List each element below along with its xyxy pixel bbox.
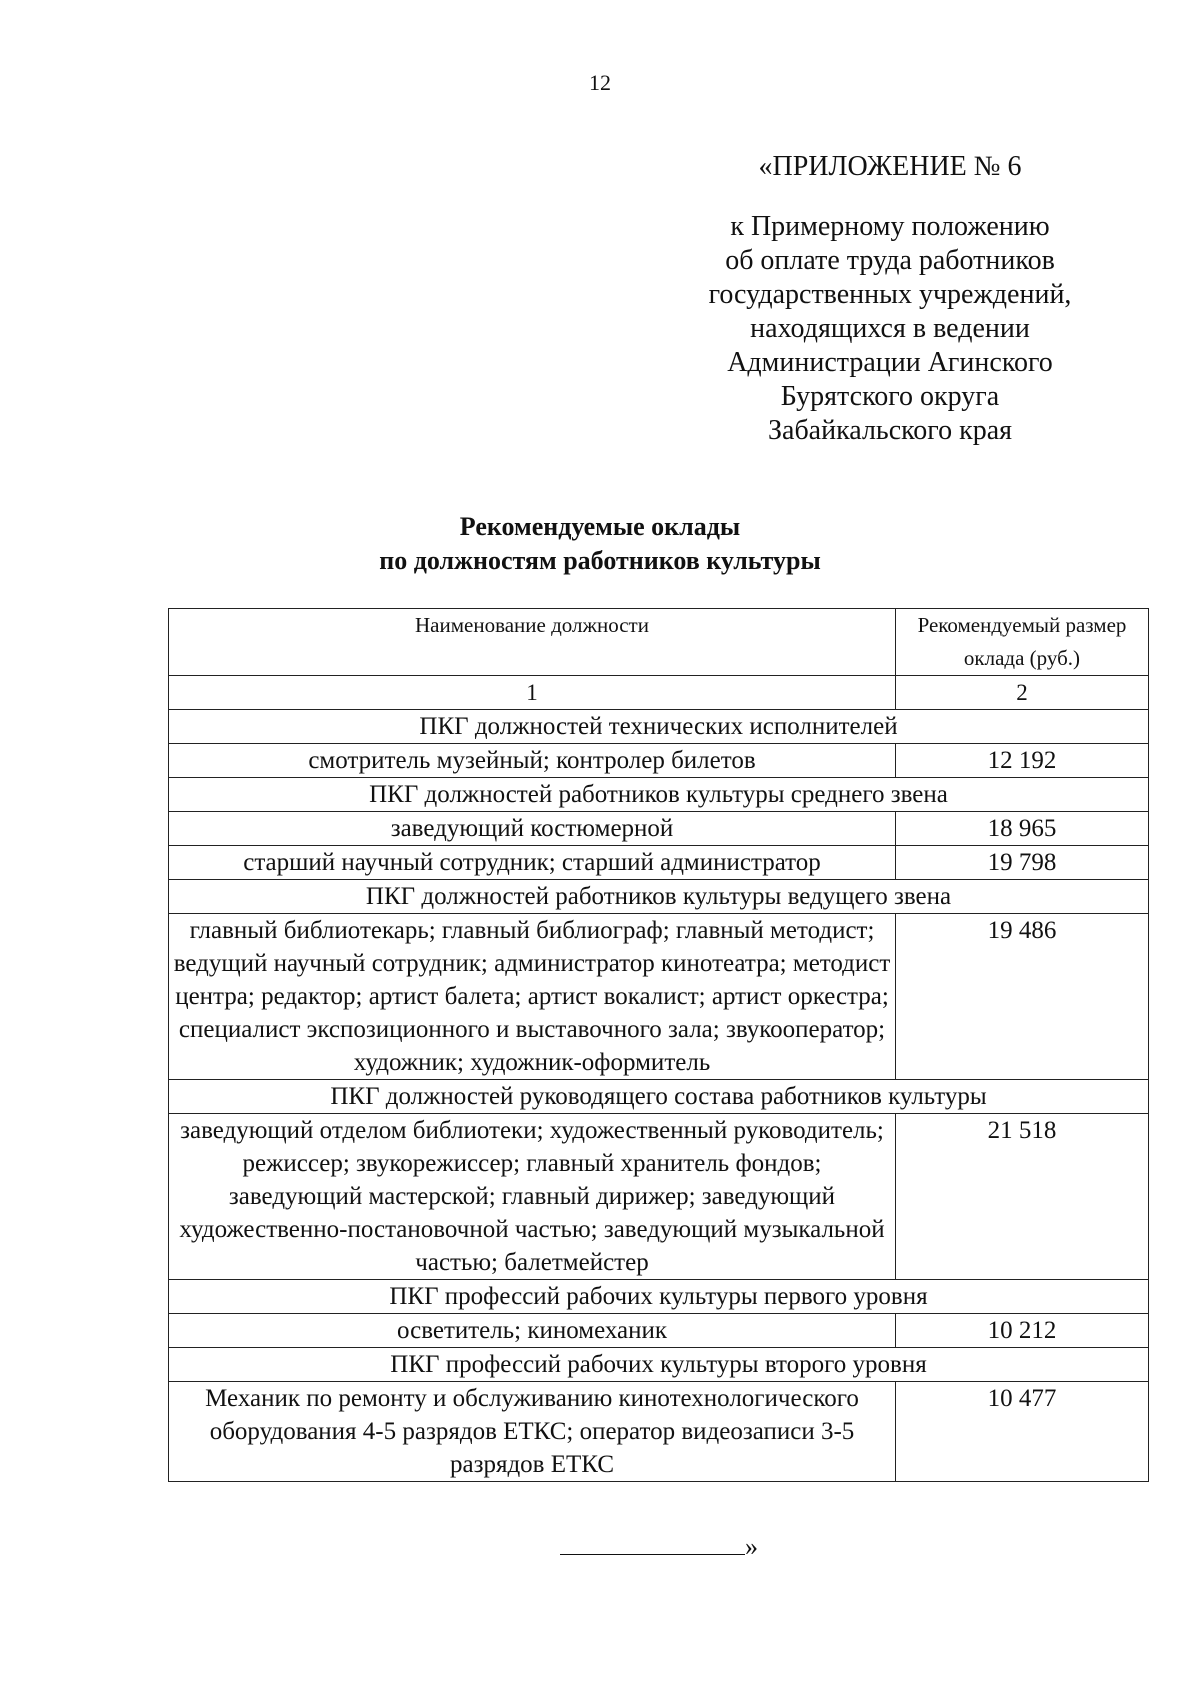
salary-cell: 10 212 — [896, 1314, 1149, 1348]
column-number-row — [169, 676, 1149, 710]
appendix-line: к Примерному положению — [730, 211, 1050, 242]
group-row — [169, 778, 1149, 812]
position-cell: смотритель музейный; контролер билетов — [169, 744, 896, 778]
header-salary: Рекомендуемый размер оклада (руб.) — [896, 609, 1149, 676]
group-row — [169, 1080, 1149, 1114]
title-line-1: Рекомендуемые оклады — [459, 512, 741, 541]
table-row — [169, 744, 1149, 778]
group-row — [169, 880, 1149, 914]
salary-table — [168, 608, 1149, 1482]
position-cell: осветитель; киномеханик — [169, 1314, 896, 1348]
column-number: 1 — [169, 676, 896, 710]
appendix-line: государственных учреждений, — [708, 279, 1072, 310]
group-row — [169, 1348, 1149, 1382]
position-cell: старший научный сотрудник; старший администратор — [169, 846, 896, 880]
salary-cell: 10 477 — [896, 1382, 1149, 1482]
group-name: ПКГ профессий рабочих культуры второго уровня — [169, 1348, 1149, 1382]
table-row — [169, 1382, 1149, 1482]
appendix-line: об оплате труда работников — [725, 245, 1055, 276]
group-name: ПКГ должностей руководящего состава работников культуры — [169, 1080, 1149, 1114]
group-name: ПКГ должностей работников культуры ведущего звена — [169, 880, 1149, 914]
table-row — [169, 1314, 1149, 1348]
group-row — [169, 710, 1149, 744]
title-line-2: по должностям работников культуры — [379, 546, 821, 575]
group-name: ПКГ должностей технических исполнителей — [169, 710, 1149, 744]
salary-cell: 19 798 — [896, 846, 1149, 880]
group-row — [169, 1280, 1149, 1314]
table-row — [169, 1114, 1149, 1280]
table-row — [169, 846, 1149, 880]
salary-cell: 18 965 — [896, 812, 1149, 846]
group-name: ПКГ должностей работников культуры среднего звена — [169, 778, 1149, 812]
salary-cell: 19 486 — [896, 914, 1149, 1080]
position-cell: Механик по ремонту и обслуживанию кинотехнологического оборудования 4-5 разрядов ЕТКС; оператор видеозаписи 3-5 разрядов ЕТКС — [169, 1382, 896, 1482]
position-cell: заведующий отделом библиотеки; художественный руководитель; режиссер; звукорежиссер; главный хранитель фондов; заведующий мастерской; главный дирижер; заведующий художественно-постановочной частью; заведующий музыкальной частью; балетмейстер — [169, 1114, 896, 1280]
column-number: 2 — [896, 676, 1149, 710]
salary-cell: 21 518 — [896, 1114, 1149, 1280]
appendix-block — [700, 150, 1080, 448]
table-row — [169, 914, 1149, 1080]
document-title — [0, 510, 1200, 578]
header-position: Наименование должности — [169, 609, 896, 676]
appendix-title: «ПРИЛОЖЕНИЕ № 6 — [758, 151, 1022, 182]
closing-mark — [560, 1532, 758, 1562]
salary-cell: 12 192 — [896, 744, 1149, 778]
position-cell: заведующий костюмерной — [169, 812, 896, 846]
appendix-line: Администрации Агинского — [727, 347, 1053, 378]
appendix-line: Забайкальского края — [767, 415, 1012, 446]
header-row — [169, 609, 1149, 676]
appendix-line: Бурятского округа — [780, 381, 1000, 412]
appendix-line: находящихся в ведении — [750, 313, 1030, 344]
page-number: 12 — [589, 70, 611, 95]
group-name: ПКГ профессий рабочих культуры первого уровня — [169, 1280, 1149, 1314]
position-cell: главный библиотекарь; главный библиограф; главный методист; ведущий научный сотрудник; администратор кинотеатра; методист центра; редактор; артист балета; артист вокалист; артист оркестра; специалист экспозиционного и выставочного зала; звукооператор; художник; художник-оформитель — [169, 914, 896, 1080]
closing-quote: » — [745, 1532, 758, 1561]
signature-line — [560, 1534, 745, 1555]
table-row — [169, 812, 1149, 846]
